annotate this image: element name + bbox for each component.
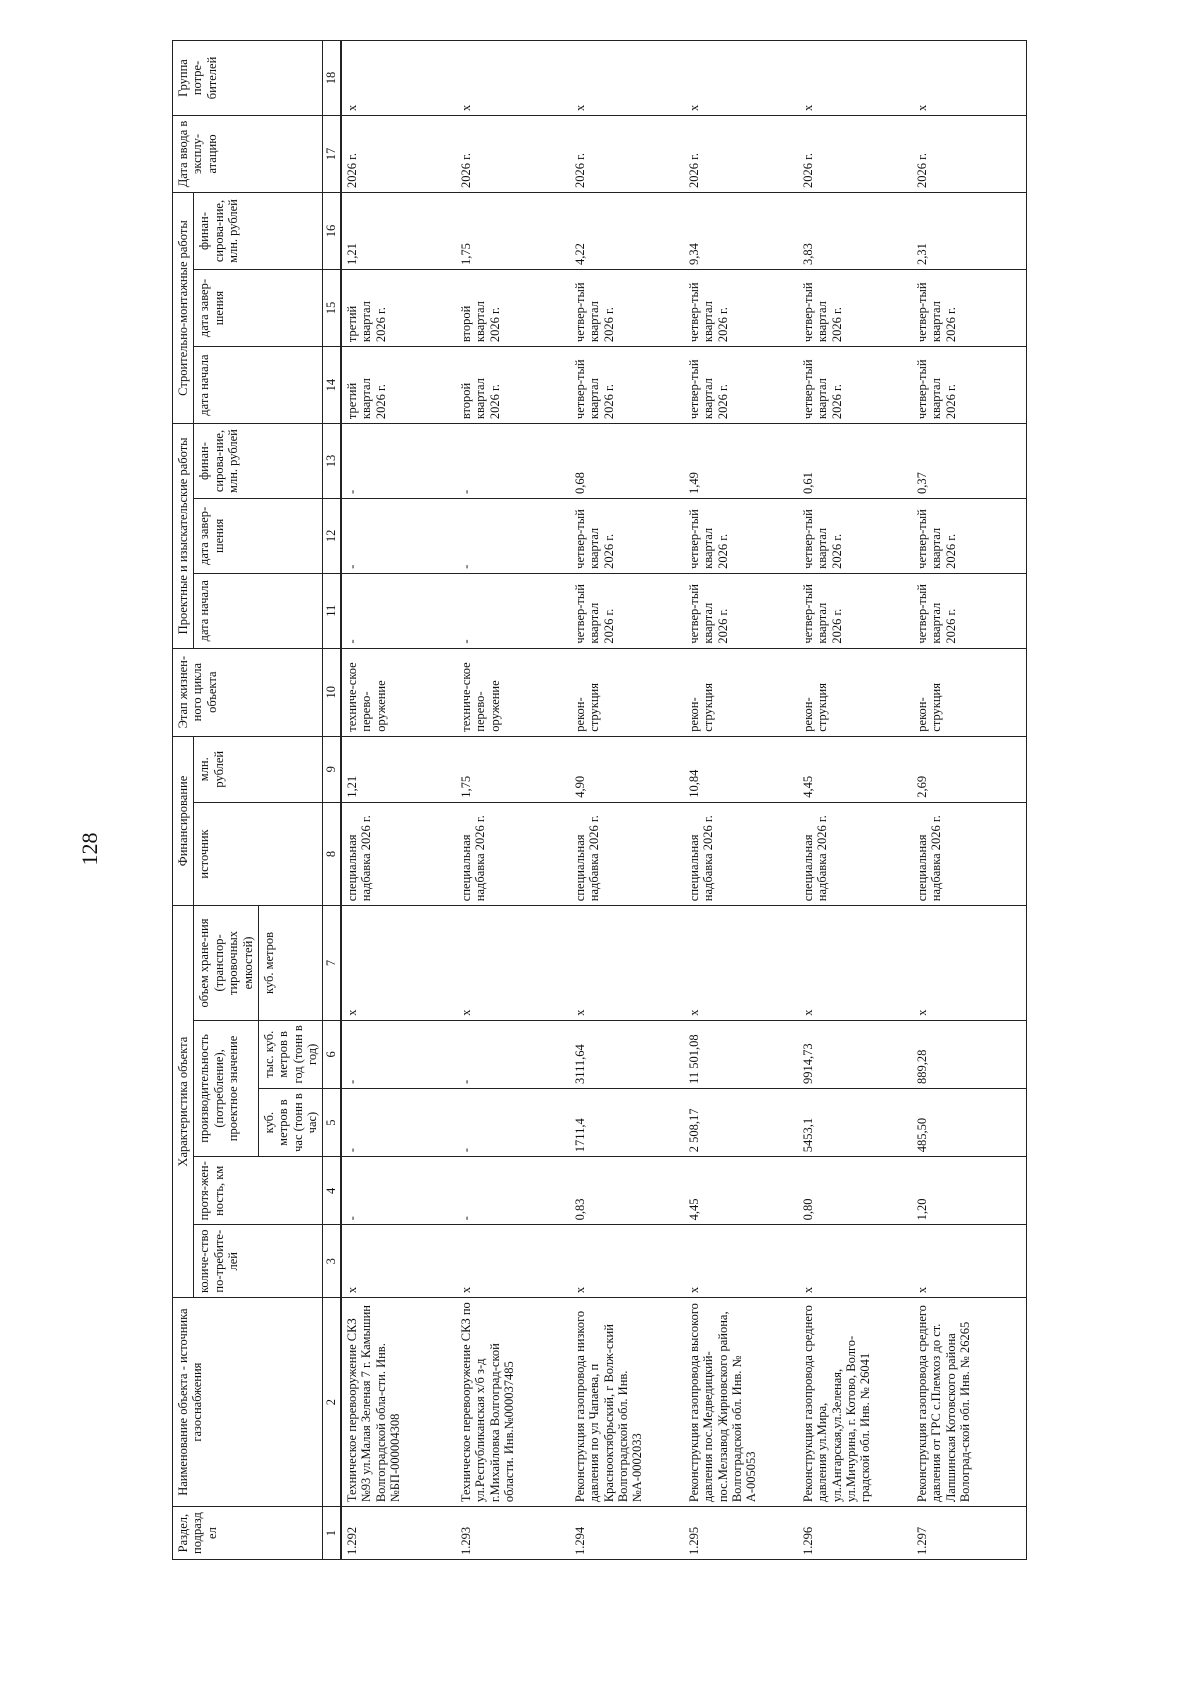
cell-storage: x (798, 906, 912, 1021)
cell-financing-mln: 10,84 (684, 736, 798, 802)
cell-length: - (456, 1157, 570, 1225)
table-header (173, 41, 341, 1560)
cell-design-end: четвер-тый квартал 2026 г. (798, 498, 912, 573)
header-commissioning: Дата ввода в эксплу-атацию (173, 115, 323, 192)
cell-design-start: четвер-тый квартал 2026 г. (798, 573, 912, 648)
cell-length: - (341, 1157, 456, 1225)
cell-construction-start: четвер-тый квартал 2026 г. (570, 347, 684, 424)
cell-storage: x (456, 906, 570, 1021)
column-number: 17 (323, 115, 341, 192)
cell-consumers-count: x (684, 1225, 798, 1298)
cell-consumers-count: x (912, 1225, 1027, 1298)
cell-design-fin: 1,49 (684, 424, 798, 499)
cell-lifecycle-stage: рекон-струкция (798, 648, 912, 736)
column-number: 14 (323, 347, 341, 424)
header-characteristic: Характеристика объекта (173, 906, 194, 1298)
table-row (912, 41, 1027, 1560)
cell-design-end: - (341, 498, 456, 573)
column-number: 6 (323, 1020, 341, 1088)
header-thousand-cubic-per-year: тыс. куб. метров в год (тонн в год) (258, 1020, 323, 1088)
cell-object-name: Реконструкция газопровода среднего давления ул.Мира, ул.Ангарская,ул.Зеленая, ул.Мичурина, г. Котово, Волго-градской обл. Инв. № 26041 (798, 1298, 912, 1507)
column-number: 4 (323, 1157, 341, 1225)
header-section: Раздел, подраздел (173, 1507, 323, 1560)
header-construction-end: дата завер-шения (194, 270, 323, 347)
cell-object-name: Реконструкция газопровода высокого давления пос.Медведицкий-пос.Мелзавод Жирновского района, Волгоградской обл. Инв. № А-005053 (684, 1298, 798, 1507)
cell-thousand-cubic-per-year: - (456, 1020, 570, 1088)
header-cubic-per-hour: куб. метров в час (тонн в час) (258, 1088, 323, 1156)
header-storage: объем хране-ния (транспор-тировочных емкостей) (194, 906, 259, 1021)
header-financing: Финансирование (173, 736, 194, 906)
cell-commissioning: 2026 г. (798, 115, 912, 192)
cell-object-name: Реконструкция газопровода среднего давления от ГРС с.Племхоз до ст. Лапшинская Котовского района Волоград-ской обл. Инв. № 26265 (912, 1298, 1027, 1507)
cell-financing-mln: 2,69 (912, 736, 1027, 802)
column-number: 8 (323, 802, 341, 905)
cell-thousand-cubic-per-year: 9914,73 (798, 1020, 912, 1088)
cell-commissioning: 2026 г. (570, 115, 684, 192)
cell-consumers-count: x (798, 1225, 912, 1298)
cell-storage: x (912, 906, 1027, 1021)
cell-lifecycle-stage: техниче-ское перево-оружение (456, 648, 570, 736)
column-number: 7 (323, 906, 341, 1021)
cell-design-fin: 0,37 (912, 424, 1027, 499)
header-name: Наименование объекта - источника газоснабжения (173, 1298, 323, 1507)
cell-construction-start: четвер-тый квартал 2026 г. (912, 347, 1027, 424)
column-number: 9 (323, 736, 341, 802)
header-construction-fin: финан-сирова-ние, млн. рублей (194, 193, 323, 270)
cell-construction-start: четвер-тый квартал 2026 г. (798, 347, 912, 424)
header-design-end: дата завер-шения (194, 498, 323, 573)
cell-financing-source: специальная надбавка 2026 г. (456, 802, 570, 905)
cell-design-end: четвер-тый квартал 2026 г. (570, 498, 684, 573)
cell-cubic-per-hour: 1711,4 (570, 1088, 684, 1156)
rotated-table-container (172, 40, 1172, 1560)
cell-financing-source: специальная надбавка 2026 г. (684, 802, 798, 905)
column-number: 18 (323, 41, 341, 116)
cell-design-fin: 0,68 (570, 424, 684, 499)
cell-financing-mln: 1,21 (341, 736, 456, 802)
table-body (341, 41, 1027, 1560)
header-length: протя-жен-ность, км (194, 1157, 323, 1225)
cell-length: 1,20 (912, 1157, 1027, 1225)
cell-cubic-per-hour: 485,50 (912, 1088, 1027, 1156)
cell-design-fin: 0,61 (798, 424, 912, 499)
header-storage-unit: куб. метров (258, 906, 323, 1021)
cell-construction-fin: 3,83 (798, 193, 912, 270)
cell-section: 1.292 (341, 1507, 456, 1560)
header-lifecycle: Этап жизнен-ного цикла объекта (173, 648, 323, 736)
cell-design-start: - (456, 573, 570, 648)
cell-design-end: четвер-тый квартал 2026 г. (912, 498, 1027, 573)
cell-commissioning: 2026 г. (341, 115, 456, 192)
cell-construction-end: второй квартал 2026 г. (456, 270, 570, 347)
cell-financing-source: специальная надбавка 2026 г. (912, 802, 1027, 905)
cell-section: 1.294 (570, 1507, 684, 1560)
cell-financing-mln: 4,90 (570, 736, 684, 802)
table-row (456, 41, 570, 1560)
cell-cubic-per-hour: - (341, 1088, 456, 1156)
cell-length: 0,83 (570, 1157, 684, 1225)
table-row (798, 41, 912, 1560)
cell-design-end: четвер-тый квартал 2026 г. (684, 498, 798, 573)
cell-construction-fin: 1,21 (341, 193, 456, 270)
cell-thousand-cubic-per-year: 889,28 (912, 1020, 1027, 1088)
column-number: 1 (323, 1507, 341, 1560)
cell-design-fin: - (456, 424, 570, 499)
table-row (341, 41, 456, 1560)
cell-storage: x (341, 906, 456, 1021)
cell-commissioning: 2026 г. (456, 115, 570, 192)
cell-construction-end: четвер-тый квартал 2026 г. (570, 270, 684, 347)
cell-financing-mln: 4,45 (798, 736, 912, 802)
cell-construction-fin: 2,31 (912, 193, 1027, 270)
header-construction-start: дата начала (194, 347, 323, 424)
cell-consumers-count: x (341, 1225, 456, 1298)
cell-construction-start: четвер-тый квартал 2026 г. (684, 347, 798, 424)
cell-lifecycle-stage: рекон-струкция (570, 648, 684, 736)
table-row (570, 41, 684, 1560)
cell-design-fin: - (341, 424, 456, 499)
cell-consumer-group: x (341, 41, 456, 116)
cell-design-start: четвер-тый квартал 2026 г. (684, 573, 798, 648)
header-construction-works: Строительно-монтажные работы (173, 193, 194, 424)
cell-financing-source: специальная надбавка 2026 г. (570, 802, 684, 905)
cell-financing-mln: 1,75 (456, 736, 570, 802)
column-number: 10 (323, 648, 341, 736)
cell-storage: x (570, 906, 684, 1021)
cell-construction-start: второй квартал 2026 г. (456, 347, 570, 424)
cell-thousand-cubic-per-year: 3111,64 (570, 1020, 684, 1088)
cell-object-name: Техническое перевооружение СКЗ по ул.Республиканская х/б з-д г.Михайловка Волгоград-ской области. Инв.№000037485 (456, 1298, 570, 1507)
cell-construction-fin: 9,34 (684, 193, 798, 270)
column-number: 16 (323, 193, 341, 270)
header-mln-rub: млн. рублей (194, 736, 323, 802)
cell-consumers-count: x (570, 1225, 684, 1298)
header-design-fin: финан-сирова-ние, млн. рублей (194, 424, 323, 499)
cell-thousand-cubic-per-year: - (341, 1020, 456, 1088)
column-number: 13 (323, 424, 341, 499)
cell-design-start: - (341, 573, 456, 648)
page-number: 128 (77, 832, 102, 866)
cell-lifecycle-stage: рекон-струкция (684, 648, 798, 736)
cell-design-start: четвер-тый квартал 2026 г. (912, 573, 1027, 648)
header-source: источник (194, 802, 323, 905)
cell-construction-end: четвер-тый квартал 2026 г. (684, 270, 798, 347)
cell-cubic-per-hour: 2 508,17 (684, 1088, 798, 1156)
cell-construction-fin: 4,22 (570, 193, 684, 270)
column-number: 3 (323, 1225, 341, 1298)
cell-section: 1.293 (456, 1507, 570, 1560)
column-number: 2 (323, 1298, 341, 1507)
header-design-start: дата начала (194, 573, 323, 648)
cell-section: 1.296 (798, 1507, 912, 1560)
cell-storage: x (684, 906, 798, 1021)
cell-section: 1.297 (912, 1507, 1027, 1560)
column-numbers-row (323, 41, 341, 1560)
gas-supply-objects-table (172, 40, 1027, 1560)
cell-consumer-group: x (798, 41, 912, 116)
cell-design-end: - (456, 498, 570, 573)
cell-length: 4,45 (684, 1157, 798, 1225)
cell-construction-end: третий квартал 2026 г. (341, 270, 456, 347)
cell-financing-source: специальная надбавка 2026 г. (341, 802, 456, 905)
header-consumers-count: количе-ство по-требите-лей (194, 1225, 323, 1298)
cell-construction-end: четвер-тый квартал 2026 г. (912, 270, 1027, 347)
table-row (684, 41, 798, 1560)
cell-cubic-per-hour: 5453,1 (798, 1088, 912, 1156)
cell-construction-fin: 1,75 (456, 193, 570, 270)
header-capacity: производительность (потребление), проектное значение (194, 1020, 259, 1156)
cell-consumer-group: x (570, 41, 684, 116)
column-number: 11 (323, 573, 341, 648)
column-number: 5 (323, 1088, 341, 1156)
cell-lifecycle-stage: техниче-ское перево-оружение (341, 648, 456, 736)
cell-consumers-count: x (456, 1225, 570, 1298)
column-number: 15 (323, 270, 341, 347)
cell-consumer-group: x (456, 41, 570, 116)
header-consumer-group: Группа потре-бителей (173, 41, 323, 116)
cell-object-name: Техническое перевооружение СКЗ №93 ул.Малая Зеленая 7 г. Камышин Волгоградской обла-сти. Инв. №БП-000004308 (341, 1298, 456, 1507)
cell-financing-source: специальная надбавка 2026 г. (798, 802, 912, 905)
cell-thousand-cubic-per-year: 11 501,08 (684, 1020, 798, 1088)
cell-length: 0,80 (798, 1157, 912, 1225)
cell-section: 1.295 (684, 1507, 798, 1560)
cell-commissioning: 2026 г. (912, 115, 1027, 192)
cell-design-start: четвер-тый квартал 2026 г. (570, 573, 684, 648)
cell-object-name: Реконструкция газопровода низкого давления по ул Чапаева, п Краснооктябрьский, г Волж-ский Волгоградской обл. Инв. №А-0002033 (570, 1298, 684, 1507)
cell-consumer-group: x (684, 41, 798, 116)
header-design-works: Проектные и изыскательские работы (173, 424, 194, 649)
cell-commissioning: 2026 г. (684, 115, 798, 192)
column-number: 12 (323, 498, 341, 573)
cell-lifecycle-stage: рекон-струкция (912, 648, 1027, 736)
cell-construction-end: четвер-тый квартал 2026 г. (798, 270, 912, 347)
cell-cubic-per-hour: - (456, 1088, 570, 1156)
cell-consumer-group: x (912, 41, 1027, 116)
cell-construction-start: третий квартал 2026 г. (341, 347, 456, 424)
